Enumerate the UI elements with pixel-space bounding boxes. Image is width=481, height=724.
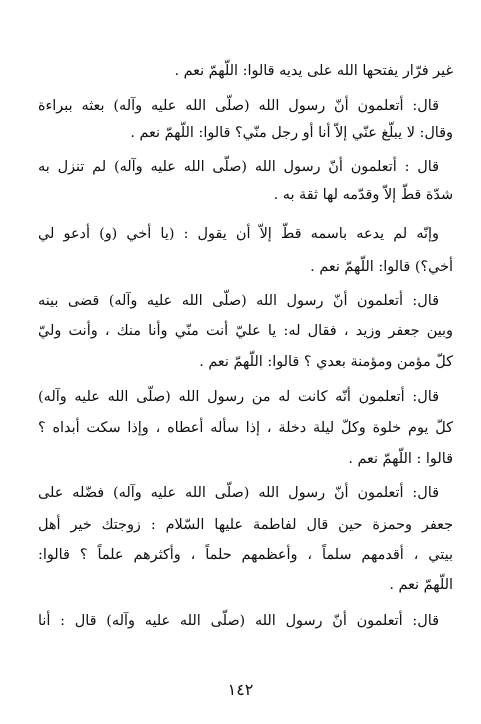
text-line: قالوا : اللّهمّ نعم . [348,451,453,467]
text-line: وقال: لا يبلّغ عنّي إلاّ أنا أو رجل منّي؟ قالوا: اللّهمّ نعم . [130,125,453,141]
text-line: قال: أتعلمون أنّ رسول الله (صلّى الله عليه وآله) قضى بينه [38,293,439,309]
text-line: وبين جعفر وزيد ، فقال له: يا عليّ أنت منّي وأنا منك ، وأنت وليّ [38,323,453,339]
text-line: قال: أتعلمون أنّ رسول الله (صلّى الله عليه وآله) بعثه ببراءة [38,98,439,114]
text-line: كلّ مؤمن ومؤمنة بعدي ؟ قالوا: اللّهمّ نعم . [199,354,453,370]
text-line: كلّ يوم خلوة وكلّ ليلة دخلة ، إذا سأله أعطاه ، وإذا سكت أبداه ؟ [38,420,453,436]
text-line: قال: أتعلمون أنّه كانت له من رسول الله (صلّى الله عليه وآله) [38,389,439,405]
text-line: غير فرّار يفتحها الله على يديه قالوا: اللّهمّ نعم . [174,63,453,79]
text-line: بيتي ، أقدمهم سلماً ، وأعظمهم حلماً ، وأكثرهم علماً ؟ قالوا: [38,547,453,563]
page-number: ١٤٢ [227,680,254,699]
text-line: قال: أتعلمون أنّ رسول الله (صلّى الله عليه وآله) قال : أنا [38,613,439,629]
text-line: أخي؟) قالوا: اللّهمّ نعم . [310,259,453,275]
text-line: اللّهمّ نعم . [389,577,453,593]
text-line: وإنّه لم يدعه باسمه قطّ إلاّ أن يقول : (يا أخي (و) أدعو لي [38,226,439,242]
document-body [38,58,453,658]
text-line: قال: أتعلمون أنّ رسول الله (صلّى الله عليه وآله) فضّله على [38,485,439,501]
text-line: شدّة قطّ إلاّ وقدّمه لها ثقة به . [273,187,453,203]
text-line: جعفر وحمزة حين قال لفاطمة عليها السّلام : زوجتك خير أهل [38,517,453,533]
text-line: قال : أتعلمون أنّ رسول الله (صلّى الله عليه وآله) لم تنزل به [38,159,439,175]
